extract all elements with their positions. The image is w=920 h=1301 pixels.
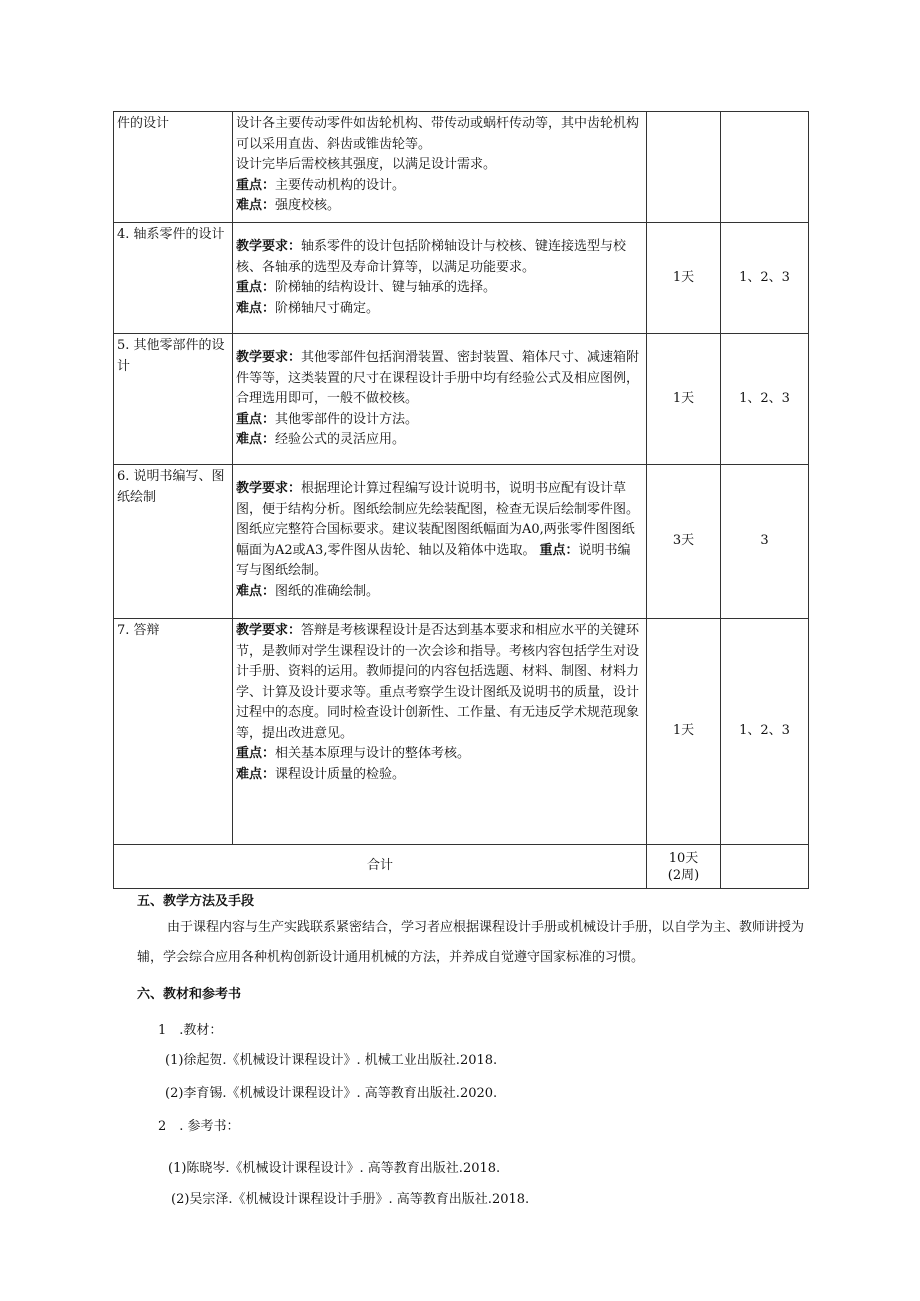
total-label-cell: 合计 [114,845,647,889]
difficulty-label: 难点： [236,300,276,316]
content-line [236,196,643,217]
objectives-cell: 1、2、3 [721,223,809,334]
key-point-text: 说明书编写与图纸绘制。 [236,542,631,578]
reference-item: (2)吴宗泽.《机械设计课程设计手册》. 高等教育出版社.2018. [171,1192,530,1207]
reference-item: (1)陈晓岑.《机械设计课程设计》. 高等教育出版社.2018. [168,1161,501,1176]
hours-cell [647,112,721,223]
content-line [236,744,643,765]
requirement-label: 教学要求： [236,239,302,254]
content-line [236,299,643,320]
key-point-text: 其他零部件的设计方法。 [275,411,419,427]
key-point-label: 重点： [236,280,276,295]
topic-cell: 7. 答辩 [114,619,233,845]
difficulty-label: 难点： [236,432,276,447]
requirement-label: 教学要求： [236,623,302,638]
content-line [236,237,643,278]
textbook-item: (2)李育锡.《机械设计课程设计》. 高等教育出版社.2020. [165,1086,498,1101]
content-cell [233,223,647,334]
table-total-row [114,845,809,889]
difficulty-label: 难点： [236,766,276,782]
hours-cell: 1天 [647,334,721,465]
requirement-text: 其他零部件包括润滑装置、密封装置、箱体尺寸、减速箱附件等等，这类装置的尺寸在课程设计手册中均有经验公式及相应图例，合理选用即可，一般不做校核。 [236,350,640,406]
content-line [236,621,643,744]
content-line [236,348,643,410]
content-line [236,582,643,603]
difficulty-text: 图纸的准确绘制。 [275,583,380,599]
hours-cell: 3天 [647,465,721,619]
topic-cell: 件的设计 [114,112,233,223]
requirement-label: 教学要求： [236,350,302,365]
content-line [236,765,643,786]
key-point-label: 重点： [236,746,276,761]
difficulty-text: 强度校核。 [275,198,341,213]
requirement-label: 教学要求： [236,481,302,496]
total-hours-days: 10天 [668,850,699,866]
textbook-label: 1 .教材： [158,1023,223,1038]
table-row [114,223,809,334]
objectives-cell: 1、2、3 [721,619,809,845]
content-line [236,430,643,451]
hours-cell: 1天 [647,223,721,334]
content-line [236,479,643,582]
content-cell [233,334,647,465]
requirement-text: 答辩是考核课程设计是否达到基本要求和相应水平的关键环节，是教师对学生课程设计的一次会诊和指导。考核内容包括学生对设计手册、资料的运用。教师提问的内容包括选题、材料、制图、材料力学、计算及设计要求等。重点考察学生设计图纸及说明书的质量，设计过程中的态度。同时检查设计创新性、工作量、有无违反学术规范现象等，提出改进意见。 [236,623,640,741]
reference-label: 2 . 参考书： [158,1119,240,1134]
requirement-text: 轴系零件的设计包括阶梯轴设计与校核、键连接选型与校核、各轴承的选型及寿命计算等，以满足功能要求。 [236,239,627,275]
content-line: 设计完毕后需校核其强度，以满足设计需求。 [236,157,497,172]
total-hours-weeks: (2周) [667,867,700,883]
difficulty-label: 难点： [236,583,276,599]
objectives-cell [721,112,809,223]
topic-cell: 4. 轴系零件的设计 [114,223,233,334]
total-objectives-cell [721,845,809,889]
section-heading-textbooks: 六、教材和参考书 [137,987,242,1002]
objectives-cell: 1、2、3 [721,334,809,465]
content-cell [233,112,647,223]
content-line [236,410,643,431]
difficulty-text: 课程设计质量的检验。 [275,766,406,782]
table-row [114,112,809,223]
key-point-label: 重点： [539,542,579,558]
difficulty-label: 难点： [236,198,276,213]
textbook-item: (1)徐起贺.《机械设计课程设计》. 机械工业出版社.2018. [165,1053,498,1068]
teaching-methods-paragraph: 由于课程内容与生产实践联系紧密结合，学习者应根据课程设计手册或机械设计手册，以自学为主、教师讲授为辅，学会综合应用各种机构创新设计通用机械的方法，并养成自觉遵守国家标准的习惯。 [137,920,805,965]
content-line: 设计各主要传动零件如齿轮机构、带传动或蜗杆传动等，其中齿轮机构可以采用直齿、斜齿或锥齿轮等。 [236,116,640,152]
difficulty-text: 经验公式的灵活应用。 [275,432,406,447]
table-row [114,619,809,845]
content-cell [233,465,647,619]
course-schedule-table [113,111,809,889]
key-point-text: 阶梯轴的结构设计、键与轴承的选择。 [275,280,497,295]
key-point-label: 重点： [236,177,276,193]
hours-cell: 1天 [647,619,721,845]
key-point-label: 重点： [236,411,276,427]
table-row [114,334,809,465]
topic-cell: 6. 说明书编写、图纸绘制 [114,465,233,619]
key-point-text: 主要传动机构的设计。 [275,177,406,193]
content-cell [233,619,647,845]
requirement-text: 根据理论计算过程编写设计说明书，说明书应配有设计草图，便于结构分析。图纸绘制应先绘装配图，检查无误后绘制零件图。图纸应完整符合国标要求。建议装配图图纸幅面为A0,两张零件图图纸幅面为A2或A3,零件图从齿轮、轴以及箱体中选取。 [236,481,640,558]
total-hours-cell [647,845,721,889]
content-line [236,278,643,299]
table-row [114,465,809,619]
content-line [236,176,643,197]
key-point-text: 相关基本原理与设计的整体考核。 [275,746,471,761]
section-heading-teaching-methods: 五、教学方法及手段 [137,894,255,909]
objectives-cell: 3 [721,465,809,619]
difficulty-text: 阶梯轴尺寸确定。 [275,300,380,316]
topic-cell: 5. 其他零部件的设计 [114,334,233,465]
